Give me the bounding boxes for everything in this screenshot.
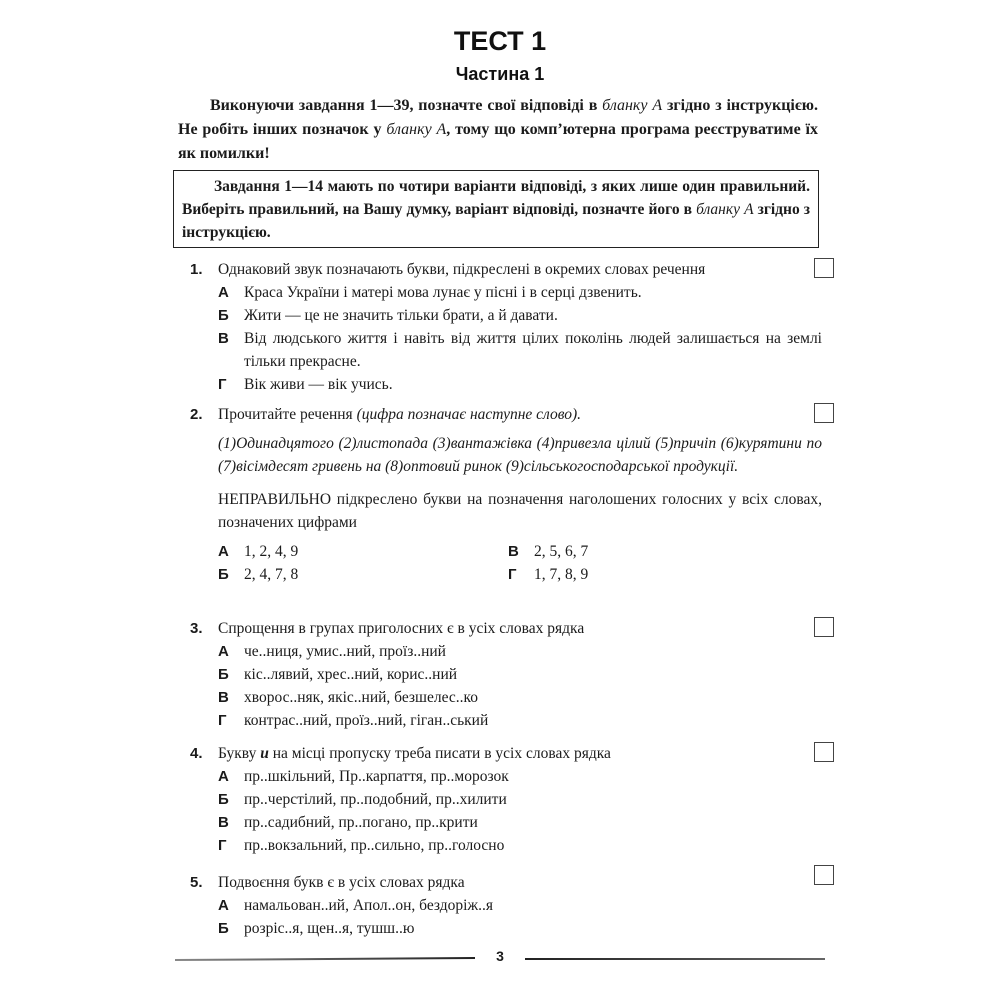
intro-paragraph: [178, 94, 818, 166]
instruction-text: згідно з інструкцією.: [182, 201, 810, 241]
question-text-main: Прочитайте речення: [218, 406, 357, 423]
question-text: Однаковий звук позначають букви, підкреслені в окремих словах речення: [218, 261, 706, 278]
question-text-pre: Букву: [218, 745, 261, 762]
option: [218, 663, 822, 686]
page-footer: [175, 948, 825, 968]
option-text: контрас..ний, проїз..ний, гіган..ський: [244, 712, 489, 729]
question-prompt: НЕПРАВИЛЬНО підкреслено букви на позначення наголошених голосних у всіх словах, позначених цифрами: [218, 491, 822, 531]
option: [218, 765, 822, 788]
option-text: 1, 7, 8, 9: [534, 566, 589, 583]
option-letter: А: [218, 543, 229, 560]
intro-form-name: бланку А: [386, 121, 447, 138]
instruction-text: Завдання 1—14 мають по чотири варіанти відповіді, з яких лише один правильний. Виберіть правильний, на Вашу думку, варіант відповіді, позначте його в: [182, 178, 810, 218]
option-letter: Г: [218, 712, 227, 729]
question-number: 4.: [190, 745, 203, 762]
question-2: [190, 403, 822, 586]
question-number: 5.: [190, 874, 203, 891]
option-text: Жити — це не значить тільки брати, а й давати.: [244, 307, 558, 324]
question-text: Подвоєння букв є в усіх словах рядка: [218, 874, 465, 891]
option-text: пр..черстілий, пр..подобний, пр..хилити: [244, 791, 507, 808]
question-1: [190, 258, 822, 396]
option-text: кіс..лявий, хрес..ний, корис..ний: [244, 666, 458, 683]
option-letter: Б: [218, 307, 229, 324]
intro-form-name: бланку А: [602, 97, 663, 114]
intro-text: Виконуючи завдання 1—39, позначте свої відповіді в: [210, 97, 603, 114]
option: [218, 917, 822, 940]
option-letter: А: [218, 284, 229, 301]
question-text: [218, 403, 822, 426]
option: [218, 304, 822, 327]
option: [218, 811, 822, 834]
option-text: че..ниця, умис..ний, проїз..ний: [244, 643, 446, 660]
option: [218, 686, 822, 709]
option: [218, 894, 822, 917]
options-grid: [218, 540, 822, 586]
option-letter: А: [218, 897, 229, 914]
option-letter: В: [218, 814, 229, 831]
option-letter: Б: [218, 791, 229, 808]
option: [218, 709, 822, 732]
option-text: пр..шкільний, Пр..карпаття, пр..морозок: [244, 768, 509, 785]
page-subtitle: Частина 1: [455, 64, 545, 84]
instruction-box: [173, 170, 819, 248]
option-letter: А: [218, 768, 229, 785]
option-text: пр..вокзальний, пр..сильно, пр..голосно: [244, 837, 505, 854]
instruction-form-name: бланку А: [696, 201, 754, 218]
intro-text: згідно з інструкцією. Не робіть інших позначок у: [178, 97, 819, 138]
question-3: [190, 617, 822, 732]
option-letter: Г: [218, 837, 227, 854]
question-number: 3.: [190, 620, 203, 637]
question-text-post: на місці пропуску треба писати в усіх словах рядка: [268, 745, 611, 762]
option-text: намальован..ий, Апол..он, бездоріж..я: [244, 897, 494, 914]
option-letter: В: [508, 543, 519, 560]
footer-rule-right: [525, 958, 825, 960]
question-number: 1.: [190, 261, 203, 278]
option-letter: Б: [218, 566, 229, 583]
page-number: 3: [496, 948, 504, 964]
answer-checkbox[interactable]: [814, 258, 834, 278]
option-text: розріс..я, щен..я, тушш..ю: [244, 920, 415, 937]
page-title: ТЕСТ 1: [453, 26, 547, 56]
option-text: 2, 4, 7, 8: [244, 566, 299, 583]
question-5: [190, 871, 822, 940]
option: [218, 834, 822, 857]
option-text: 2, 5, 6, 7: [534, 543, 589, 560]
option: [218, 563, 508, 586]
option-letter: А: [218, 643, 229, 660]
option-letter: В: [218, 330, 229, 347]
question-text: [218, 742, 822, 765]
option-letter: Б: [218, 920, 229, 937]
option-text: Від людського життя і навіть від життя цілих поколінь людей залишається на землі тільки прекрасне.: [244, 330, 822, 370]
option-text: хворос..няк, якіс..ний, безшелес..ко: [244, 689, 478, 706]
question-text-note: (цифра позначає наступне слово).: [356, 406, 582, 423]
option: [218, 788, 822, 811]
intro-text: , тому що комп’ютерна програма реєструватиме їх як помилки!: [178, 121, 818, 162]
option-text: Вік живи — вік учись.: [244, 376, 393, 393]
option-text: 1, 2, 4, 9: [244, 543, 299, 560]
option: [218, 640, 822, 663]
question-4: [190, 742, 822, 857]
option: [218, 373, 822, 396]
answer-checkbox[interactable]: [814, 403, 834, 423]
option: [508, 563, 798, 586]
option: [508, 540, 798, 563]
answer-checkbox[interactable]: [814, 865, 834, 885]
question-letter-highlight: и: [260, 745, 269, 762]
option-letter: Б: [218, 666, 229, 683]
option: [218, 327, 822, 373]
option-text: Краса України і матері мова лунає у пісні і в серці дзвенить.: [244, 284, 642, 301]
answer-checkbox[interactable]: [814, 617, 834, 637]
question-text: Спрощення в групах приголосних є в усіх словах рядка: [218, 620, 585, 637]
option-letter: В: [218, 689, 229, 706]
option-text: пр..садибний, пр..погано, пр..крити: [244, 814, 478, 831]
option-letter: Г: [218, 376, 227, 393]
option-letter: Г: [508, 566, 517, 583]
option: [218, 540, 508, 563]
numbered-sentence: (1)Одинадцятого (2)листопада (3)вантажівка (4)привезла цілий (5)причіп (6)курятини по (7)вісімдесят гривень на (8)оптовий ринок (9)сільськогосподарської продукції.: [218, 435, 822, 475]
option: [218, 281, 822, 304]
question-number: 2.: [190, 406, 203, 423]
answer-checkbox[interactable]: [814, 742, 834, 762]
